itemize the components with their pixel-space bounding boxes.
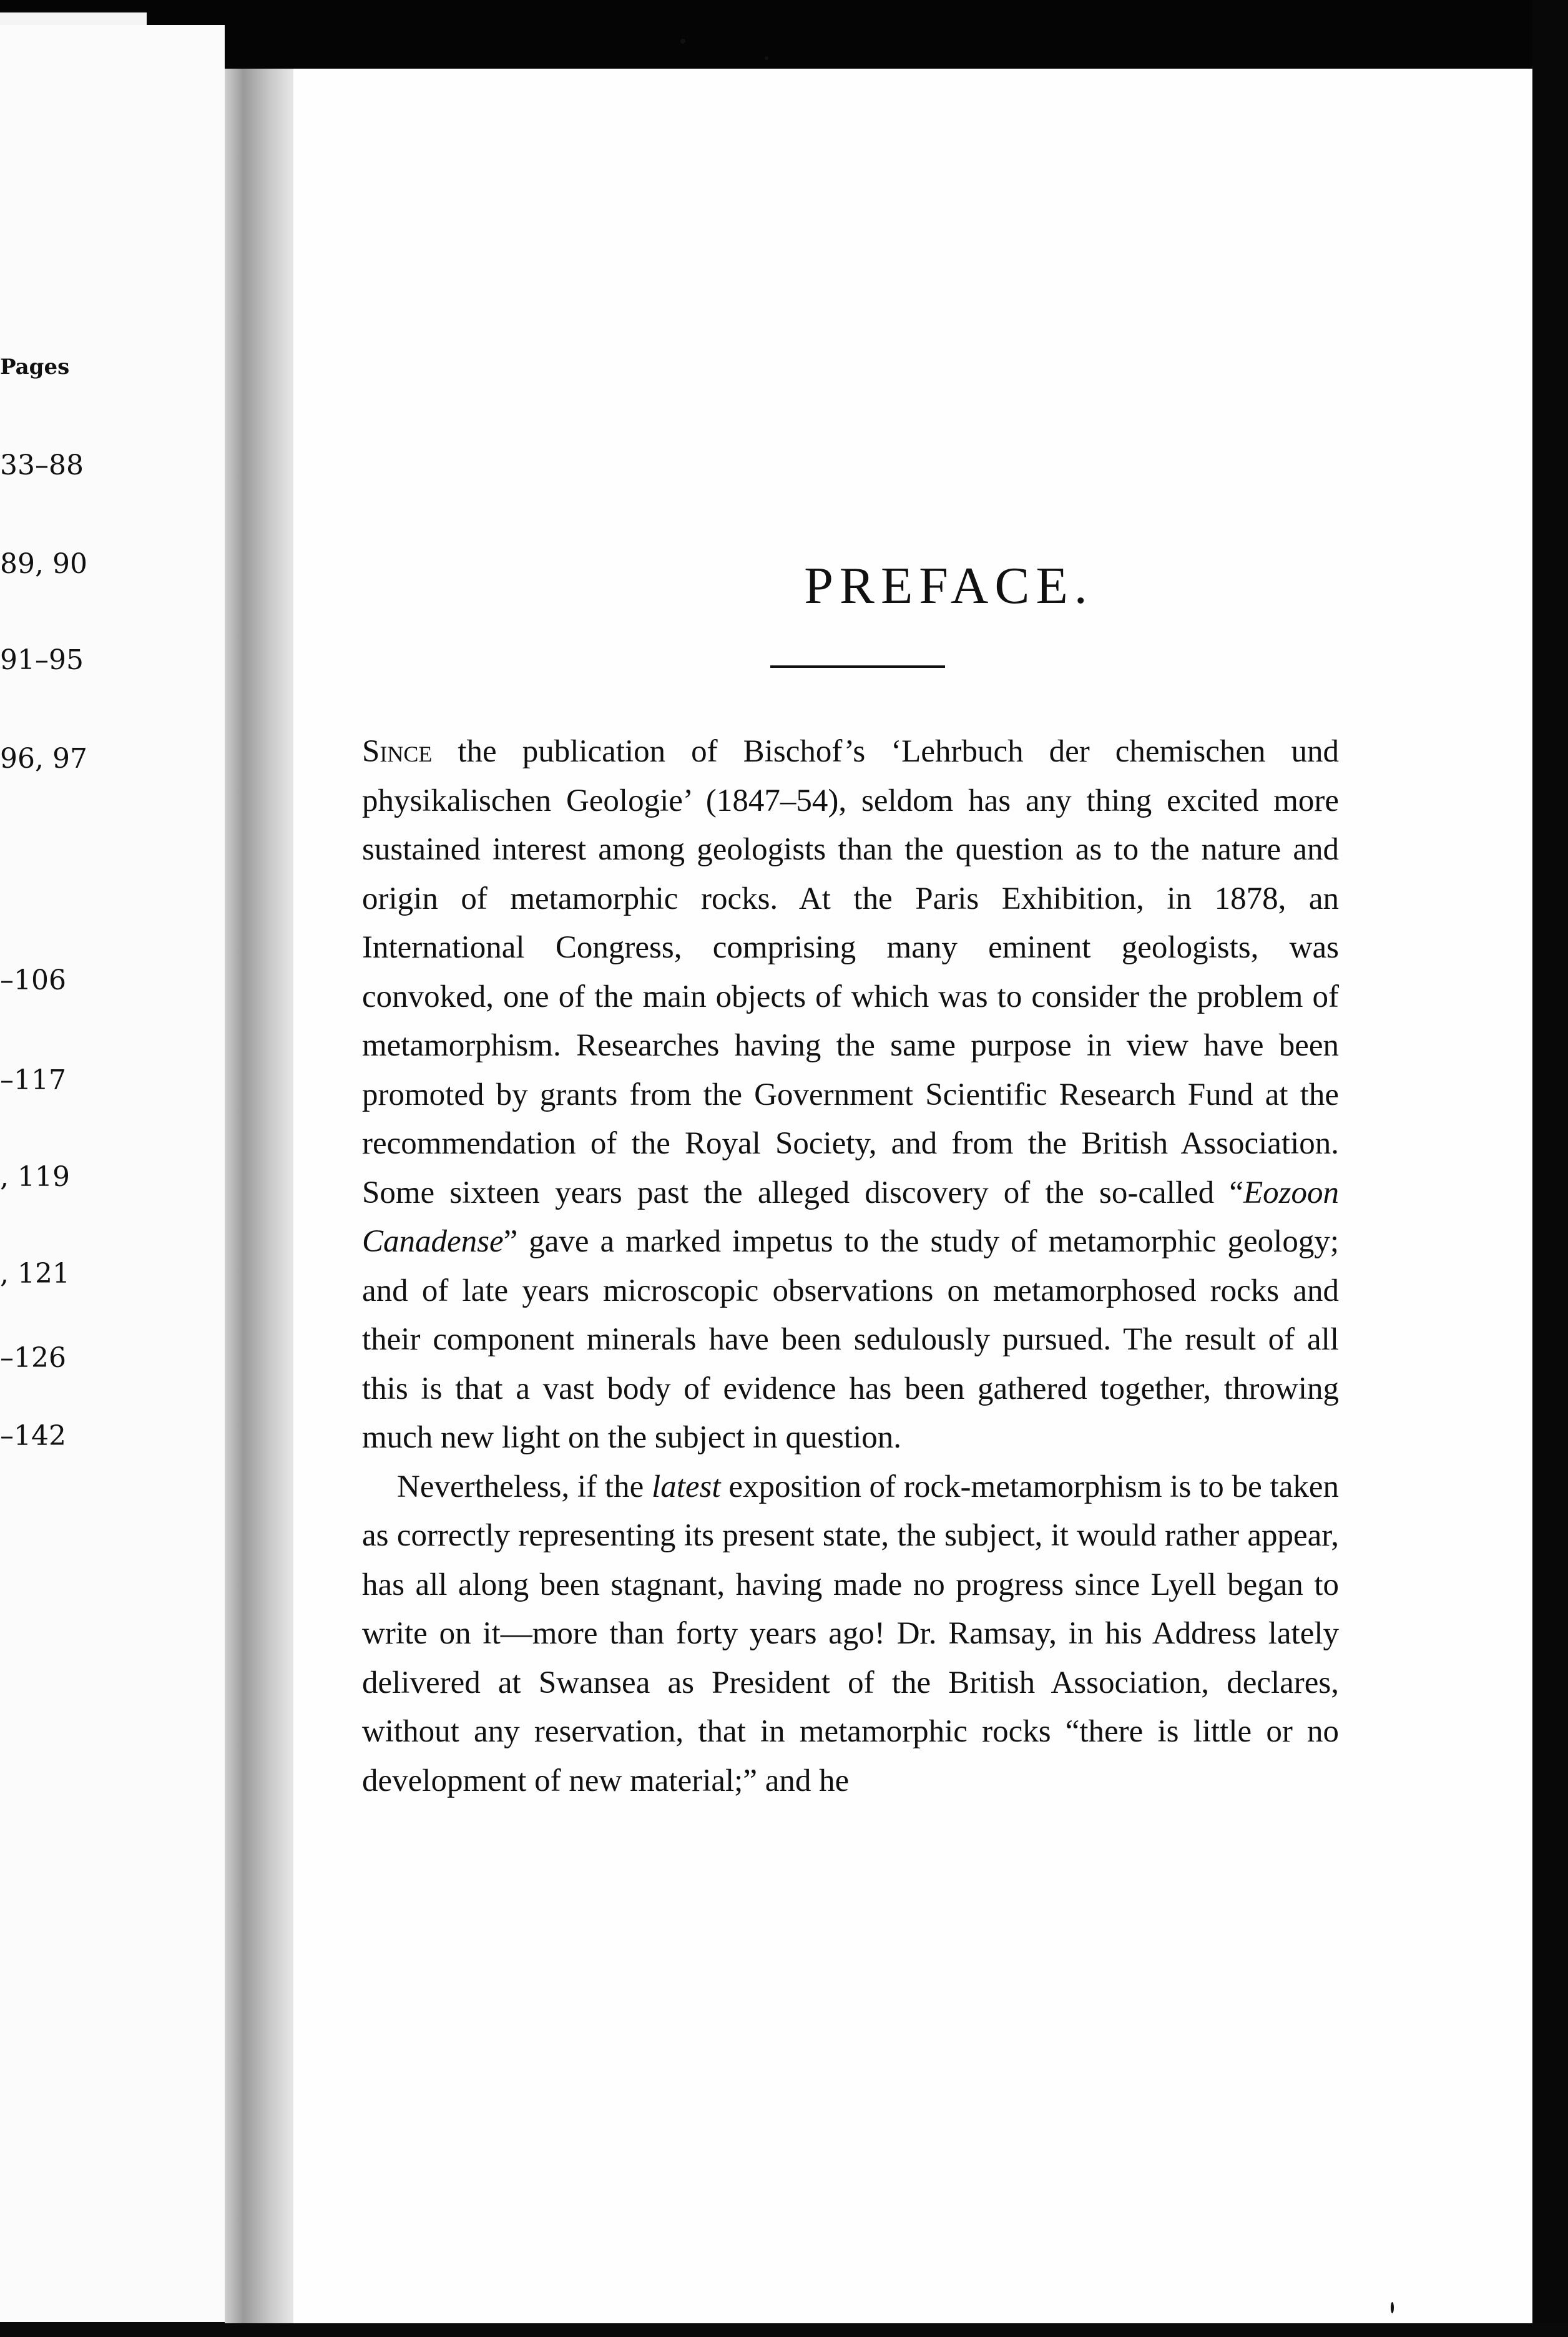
- page-title: PREFACE.: [804, 557, 1094, 615]
- toc-page-number: , 121: [0, 1258, 70, 1290]
- left-facing-page: [0, 25, 225, 2322]
- toc-page-number: –126: [0, 1342, 66, 1374]
- toc-page-number: 33–88: [0, 449, 84, 481]
- title-rule: [770, 665, 945, 668]
- preface-body: [362, 727, 1339, 1805]
- toc-page-column: [0, 25, 225, 2322]
- paragraph: [362, 727, 1339, 1462]
- scan-bottom-edge: [0, 2323, 1568, 2337]
- toc-pages-header: Pages: [0, 355, 70, 380]
- scan-speck: [1391, 2302, 1394, 2313]
- toc-page-number: , 119: [0, 1161, 70, 1193]
- left-page-top-strip: [0, 12, 147, 25]
- paragraph: [362, 1462, 1339, 1806]
- paragraph-text: ” gave a marked impetus to the study of metamorphic geology; and of late years microscopic observations on metamorphosed rocks and their component minerals have been sedulously pursued. The result of all this is that a vast body of evidence has been gathered together, throwing much new light on the subject in question.: [362, 1224, 1339, 1455]
- toc-page-number: –117: [0, 1064, 66, 1096]
- toc-page-number: 96, 97: [0, 743, 87, 775]
- scan-top-edge: [0, 0, 1568, 75]
- scan-right-edge: [1532, 0, 1568, 2337]
- italic-word: latest: [652, 1469, 721, 1504]
- toc-page-number: 89, 90: [0, 548, 87, 580]
- paragraph-text: exposition of rock-metamorphism is to be taken as correctly representing its present state, the subject, it would rather appear, has all along been stagnant, having made no progress since Lyell began to write on it—more than forty years ago! Dr. Ramsay, in his Address lately delivered at Swansea as President of the British Association, declares, without any reservation, that in metamorphic rocks “there is little or no development of new material;” and he: [362, 1469, 1339, 1798]
- dropcap-word: Since: [362, 734, 433, 769]
- italic-phrase: Eozoon Canadense: [362, 1175, 1339, 1259]
- scan-speck: [765, 56, 768, 60]
- toc-page-number: –106: [0, 964, 66, 996]
- paragraph-text: the publication of Bischof’s ‘Lehrbuch der chemischen und physikalischen Geologie’ (1847–54), seldom has any thing excited more sustained interest among geologists than the question as to the nature and origin of metamorphic rocks. At the Paris Exhibition, in 1878, an International Congress, comprising many eminent geologists, was convoked, one of the main objects of which was to consider the problem of metamorphism. Researches having the same purpose in view have been promoted by grants from the Government Scientific Research Fund at the recommendation of the Royal Society, and from the British Association. Some sixteen years past the alleged discovery of the so-called “: [362, 734, 1339, 1210]
- toc-page-number: –142: [0, 1420, 66, 1452]
- scan-speck: [680, 39, 685, 44]
- toc-page-number: 91–95: [0, 644, 84, 676]
- paragraph-text: Nevertheless, if the: [397, 1469, 652, 1504]
- book-gutter-shadow: [225, 69, 300, 2337]
